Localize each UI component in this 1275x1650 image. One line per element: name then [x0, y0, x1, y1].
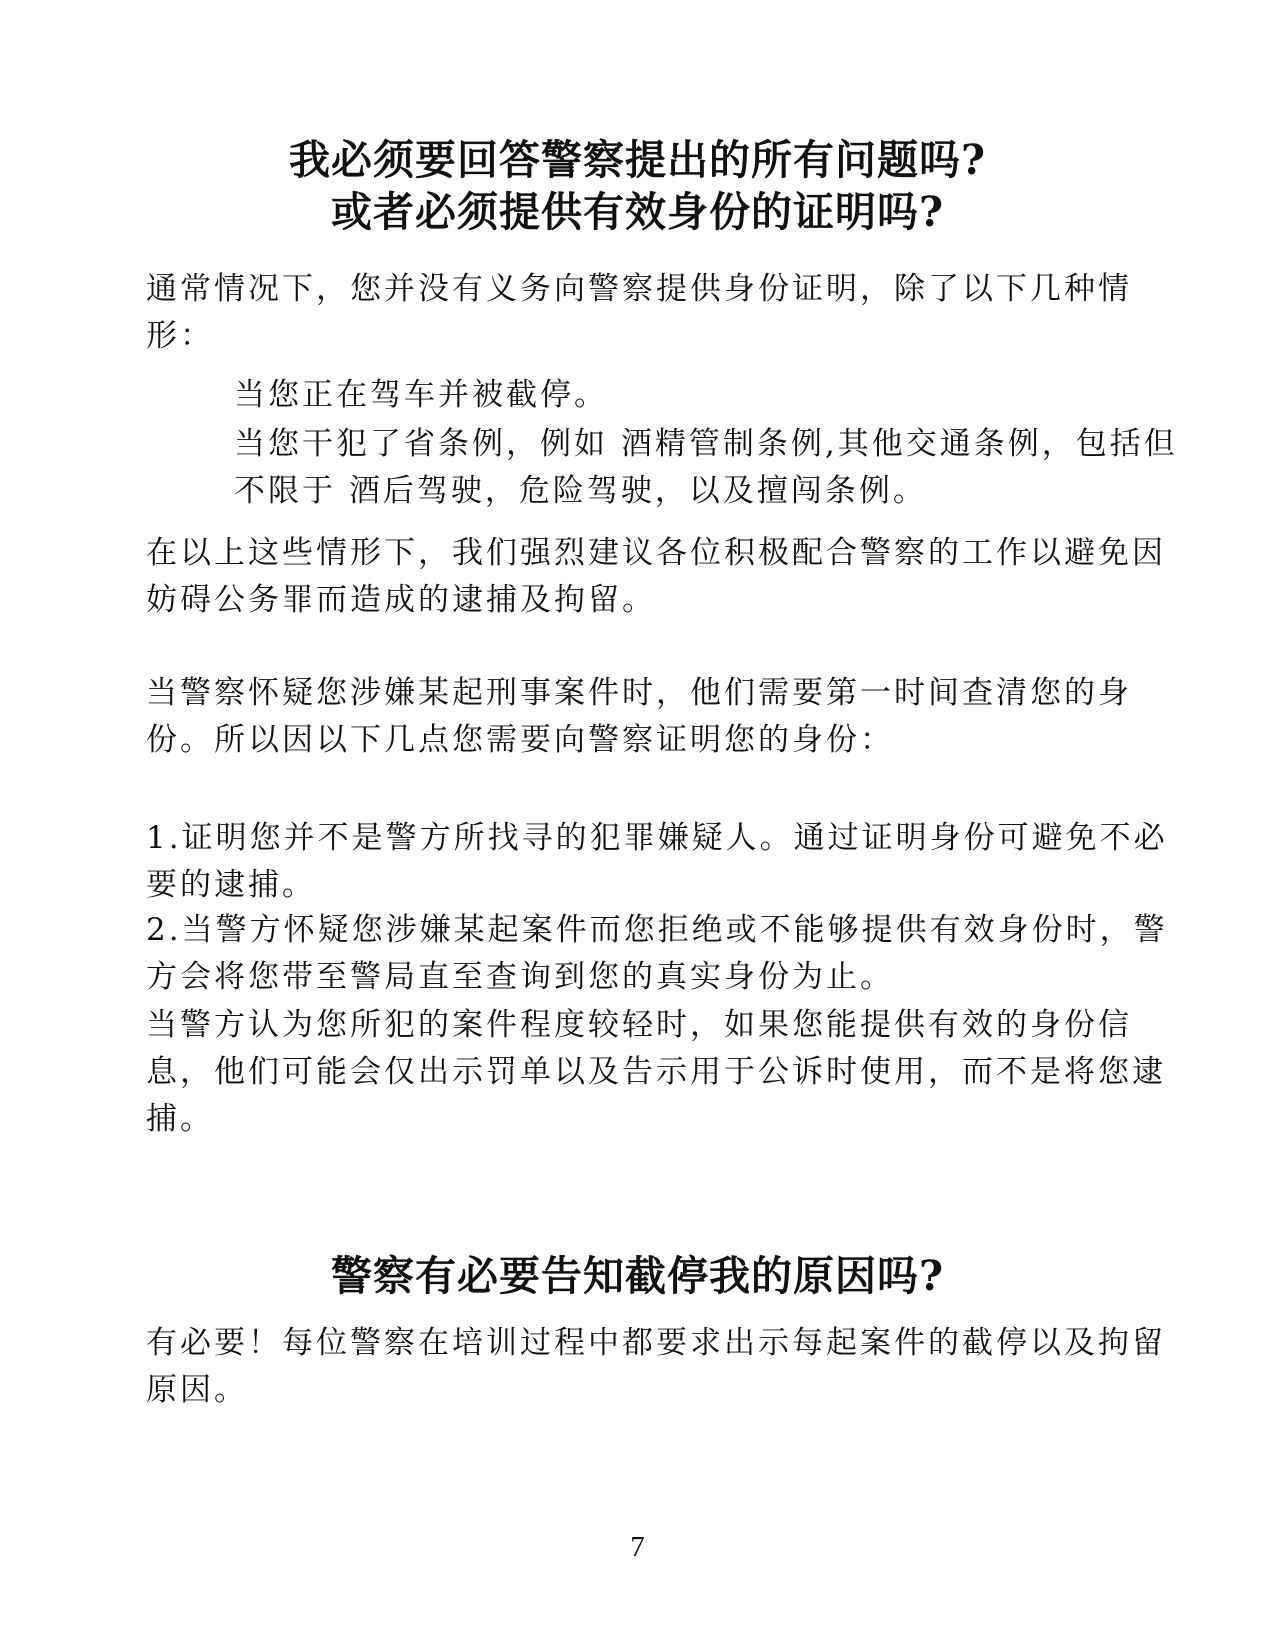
section2-answer: 有必要！每位警察在培训过程中都要求出示每起案件的截停以及拘留原因。 [146, 1325, 1166, 1408]
list-item-driving: 当您正在驾车并被截停。 [234, 377, 608, 413]
point-2: 2.当警方怀疑您涉嫌某起案件而您拒绝或不能够提供有效身份时，警方会将您带至警局直至查询到您的真实身份为止。 [146, 912, 1168, 995]
suspect-paragraph: 当警察怀疑您涉嫌某起刑事案件时，他们需要第一时间查清您的身份。所以因以下几点您需要向警察证明您的身份： [146, 675, 1132, 758]
section2-title: 警察有必要告知截停我的原因吗? [330, 1252, 945, 1300]
point-1: 1.证明您并不是警方所找寻的犯罪嫌疑人。通过证明身份可避免不必要的逮捕。 [146, 820, 1168, 903]
page-number: 7 [630, 1531, 645, 1563]
section1-title-line2: 或者必须提供有效身份的证明吗? [330, 188, 945, 236]
advice-paragraph: 在以上这些情形下，我们强烈建议各位积极配合警察的工作以避免因妨碍公务罪而造成的逮捕及拘留。 [146, 535, 1166, 618]
section1-title-line1: 我必须要回答警察提出的所有问题吗? [288, 136, 987, 184]
intro-paragraph: 通常情况下，您并没有义务向警察提供身份证明，除了以下几种情形： [146, 271, 1132, 354]
point-minor-offence: 当警方认为您所犯的案件程度较轻时，如果您能提供有效的身份信息，他们可能会仅出示罚单以及告示用于公诉时使用，而不是将您逮捕。 [146, 1007, 1166, 1137]
list-item-provincial-offence: 当您干犯了省条例，例如 酒精管制条例,其他交通条例，包括但不限于 酒后驾驶，危险驾驶，以及擅闯条例。 [234, 426, 1178, 509]
